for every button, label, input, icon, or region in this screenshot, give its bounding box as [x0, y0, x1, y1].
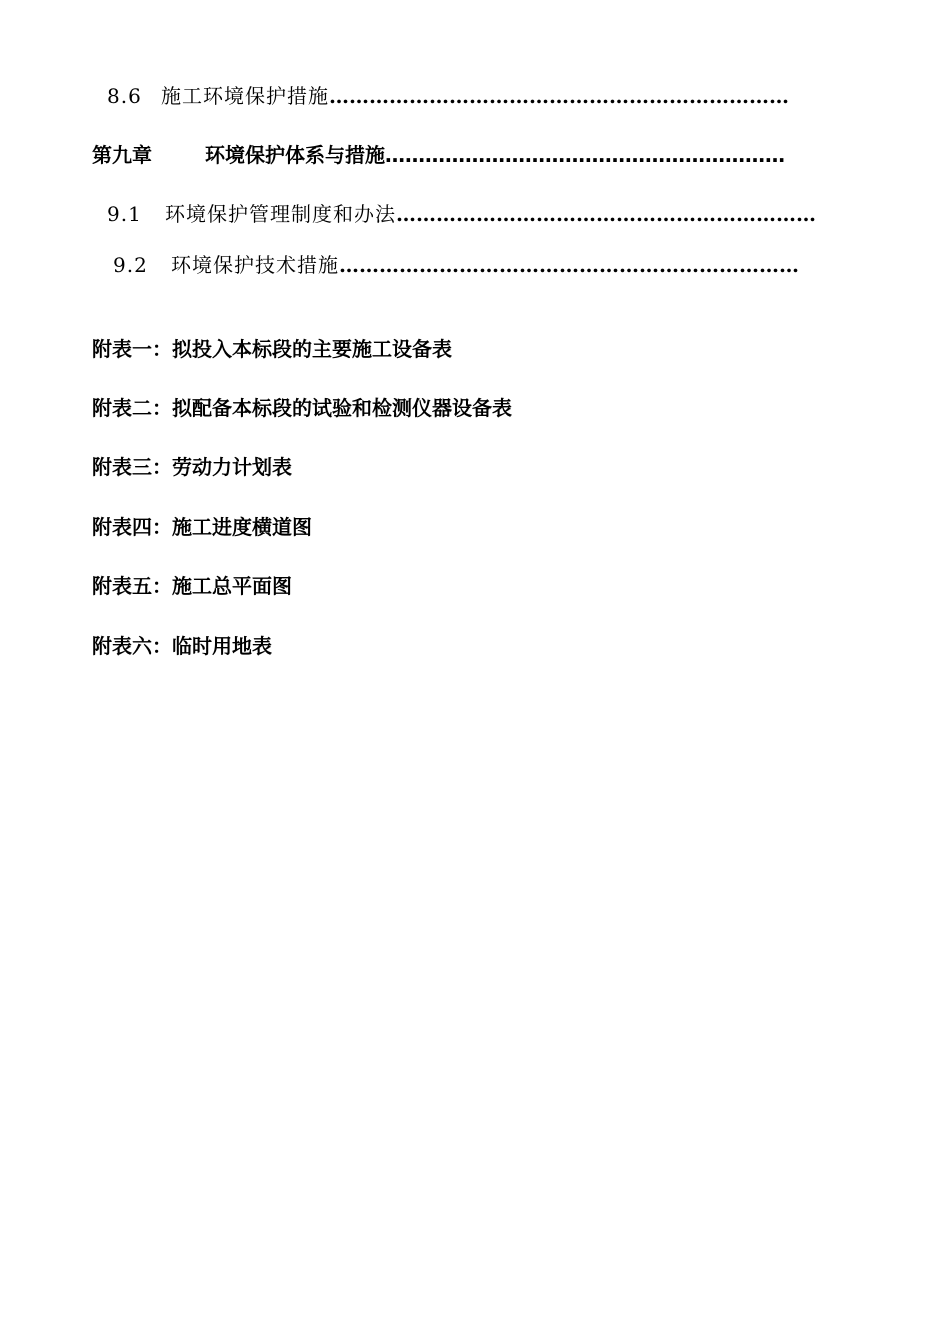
toc-dot-leader: ……………………………………………………: [385, 143, 785, 167]
toc-entry-title: 环境保护管理制度和办法: [165, 202, 396, 226]
appendix-table-1[interactable]: 附表一：拟投入本标段的主要施工设备表: [92, 337, 452, 361]
appendix-table-4[interactable]: 附表四：施工进度横道图: [92, 515, 312, 539]
toc-dot-leader: ……………………………………………………………: [339, 253, 799, 277]
toc-entry-number: 9.2: [113, 253, 148, 277]
toc-chapter-number: 第九章: [92, 143, 152, 167]
toc-entry-number: 9.1: [107, 202, 142, 226]
toc-dot-leader: ……………………………………………………………: [329, 84, 789, 108]
toc-entry-number: 8.6: [107, 84, 142, 108]
appendix-table-6[interactable]: 附表六：临时用地表: [92, 634, 272, 658]
toc-entry-title: 环境保护技术措施: [171, 253, 339, 277]
toc-dot-leader: ………………………………………………………: [396, 202, 816, 226]
toc-entry-8-6[interactable]: [107, 84, 789, 108]
toc-entry-chapter-9[interactable]: [92, 143, 785, 167]
appendix-table-3[interactable]: 附表三：劳动力计划表: [92, 455, 292, 479]
toc-entry-9-1[interactable]: [107, 202, 816, 226]
appendix-table-5[interactable]: 附表五：施工总平面图: [92, 574, 292, 598]
toc-entry-title: 施工环境保护措施: [161, 84, 329, 108]
toc-chapter-title: 环境保护体系与措施: [205, 143, 385, 167]
toc-entry-9-2[interactable]: [113, 253, 799, 277]
appendix-table-2[interactable]: 附表二：拟配备本标段的试验和检测仪器设备表: [92, 396, 512, 420]
